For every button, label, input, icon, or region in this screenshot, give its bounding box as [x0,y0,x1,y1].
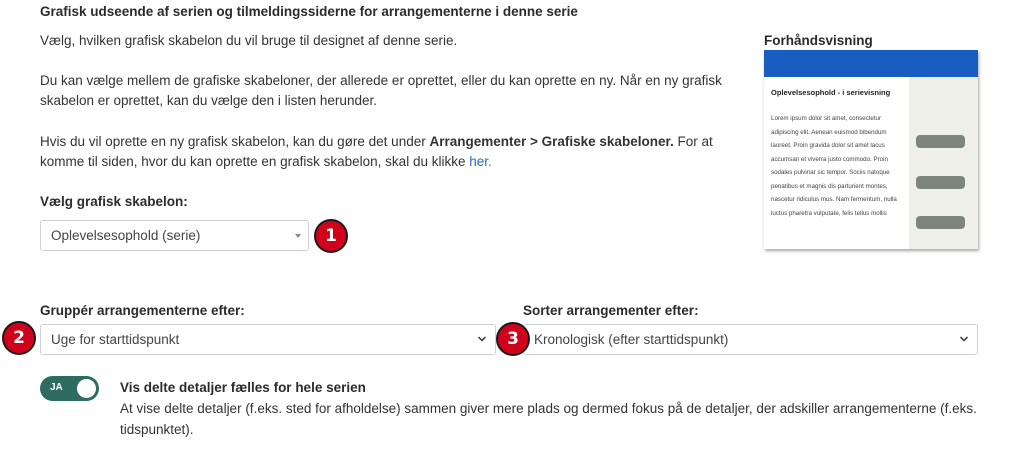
here-link[interactable]: her. [469,154,492,169]
preview-header-bar [764,50,978,77]
choose-text: Du kan vælge mellem de grafiske skabeloner, der allerede er oprettet, eller du kan oprette en ny. Når en ny grafisk skabelon er oprettet, kan du vælge den i listen herunder. [40,73,722,108]
group-select-label: Gruppér arrangementerne efter: [40,303,245,318]
preview-page-title: Oplevelsesophold - i serievisning [771,88,891,97]
shared-details-toggle[interactable] [40,376,99,401]
create-text-after: For at komme til siden, hvor du kan oprette en grafisk skabelon, skal du klikke [40,134,713,169]
template-select-label: Vælg grafisk skabelon: [40,194,188,209]
preview-thumbnail [764,50,978,249]
sort-select-value: Kronologisk (efter starttidspunkt) [534,332,729,347]
toggle-knob [77,379,96,398]
badge-1: 1 [314,219,348,253]
create-text-path: Arrangementer > Grafiske skabeloner. [429,134,674,149]
create-text-before: Hvis du vil oprette en ny grafisk skabelon, kan du gøre det under [40,134,430,149]
page-heading: Grafisk udseende af serien og tilmeldingssiderne for arrangementerne i denne serie [40,4,578,19]
preview-title: Forhåndsvisning [764,33,873,48]
create-text [40,132,730,172]
preview-button [916,135,965,148]
preview-body-text: Lorem ipsum dolor sit amet, consectetur adipiscing elit. Aenean euismod bibendum laoreet. Proin gravida dolor sit amet lacus accumsan et viverra justo commodo. Proin sodales pulvinar sic tempor. Sociis natoque penatibus et magnis dis parturient montes, nascetur ridiculus mus. Nam fermentum, nulla luctus pharetra vulputate, felis tellus mollis [771,115,897,217]
chevron-down-icon [477,334,487,344]
group-select-value: Uge for starttidspunkt [51,332,180,347]
toggle-state-label: JA [50,382,63,393]
badge-2: 2 [2,321,36,355]
sort-select[interactable] [523,324,978,355]
preview-button [916,176,965,189]
intro-text: Vælg, hvilken grafisk skabelon du vil bruge til designet af denne serie. [40,33,458,48]
sort-select-label: Sorter arrangementer efter: [523,303,699,318]
toggle-description: At vise delte detaljer (f.eks. sted for afholdelse) sammen giver mere plads og dermed fokus på de detaljer, der adskiller arrangementerne (f.eks. tidspunktet). [120,401,977,437]
preview-button [916,216,965,229]
template-select[interactable] [40,220,309,251]
badge-3: 3 [496,322,530,356]
caret-down-icon [295,234,301,238]
chevron-down-icon [959,334,969,344]
template-select-value: Oplevelsesophold (serie) [51,228,201,243]
group-select[interactable] [40,324,496,355]
toggle-title: Vis delte detaljer fælles for hele serien [120,380,366,395]
